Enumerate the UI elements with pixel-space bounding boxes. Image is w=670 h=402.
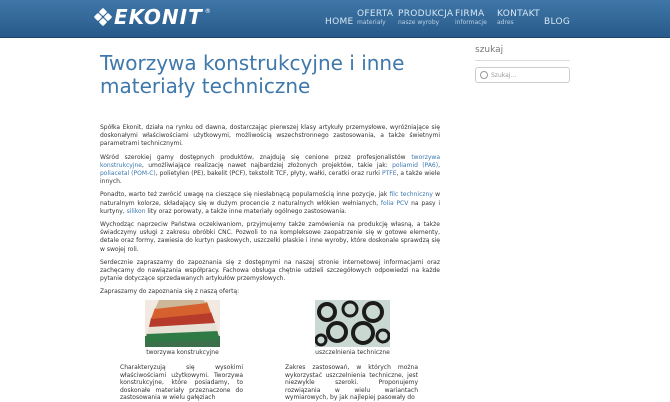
nav-firma-label: FIRMA xyxy=(455,9,485,19)
nav-blog[interactable] xyxy=(544,9,570,31)
text-segment: Wśród szerokiej gamy dostępnych produktów, znajdują się cenione przez profesjonalistów xyxy=(100,153,412,161)
seals-image[interactable] xyxy=(315,300,390,347)
brand-name: EKONIT xyxy=(114,5,203,29)
nav-home[interactable] xyxy=(325,9,354,31)
top-navigation-bar xyxy=(0,0,670,38)
nav-oferta[interactable] xyxy=(357,9,393,31)
page-title: Tworzywa konstrukcyjne i inne materiały techniczne xyxy=(100,51,405,98)
text-segment: lity oraz porowaty, a także inne materiały ogólnego zastosowania. xyxy=(145,207,347,215)
text-segment: Ponadto, warto też zwrócić uwagę na cieszące się niesłabnącą popularnością inne pozycje, jak xyxy=(100,191,390,199)
nav-produkcja-label: PRODUKCJA xyxy=(398,9,454,19)
text-segment: , umożliwiające realizację nawet najbardziej złożonych projektów, takie jak: xyxy=(141,161,393,169)
main-content xyxy=(100,52,440,302)
logo-diamond-icon xyxy=(95,9,111,25)
link-ptfe[interactable]: PTFE xyxy=(381,170,397,178)
search-icon xyxy=(480,71,488,79)
search-placeholder: Szukaj... xyxy=(491,71,517,79)
offer-description: Charakteryzują się wysokimi właściwościami użytkowymi. Tworzywa konstrukcyjne, które posiadamy, to doskonałe materiały przeznaczone do zastosowania w wielu gałęziach xyxy=(120,364,243,402)
nav-produkcja-sub: nasze wyroby xyxy=(398,19,440,26)
link-tworzywa-konstrukcyjne[interactable]: tworzywa konstrukcyjne xyxy=(100,153,440,169)
text-segment: , a także wiele innych. xyxy=(100,170,441,186)
link-filc-techniczny[interactable]: filc techniczny xyxy=(389,191,433,199)
offer-card-uszczelnienia xyxy=(285,300,420,402)
nav-oferta-sub: materiały xyxy=(357,19,386,26)
text-segment: w naturalnym kolorze, składający się w dużym procencie z naturalnych włókien wełnianych, xyxy=(100,191,440,207)
brand-logo[interactable] xyxy=(95,6,211,28)
offer-caption[interactable]: uszczelnienia techniczne xyxy=(315,349,390,356)
sidebar xyxy=(475,45,570,83)
text-segment: , xyxy=(438,161,441,169)
nav-produkcja[interactable] xyxy=(398,9,453,31)
registered-mark: ® xyxy=(204,8,211,15)
nav-blog-label: BLOG xyxy=(544,17,571,27)
nav-kontakt-label: KONTAKT xyxy=(497,9,540,19)
offer-intro: Zapraszamy do zapoznania się z naszą ofertą: xyxy=(100,288,240,296)
offer-card-tworzywa xyxy=(120,300,245,402)
link-silikon[interactable]: silikon xyxy=(126,207,146,215)
link-poliacetal[interactable]: poliacetal (POM-C) xyxy=(100,170,156,178)
text-segment: , polietylen (PE), bakelit (PCF), tekstolit TCF, płyty, wałki, ceratki oraz rurki xyxy=(155,170,382,178)
nav-kontakt-sub: adres xyxy=(497,19,514,26)
link-poliamid[interactable]: poliamid (PA6) xyxy=(392,161,439,169)
nav-firma[interactable] xyxy=(455,9,487,31)
nav-home-label: HOME xyxy=(325,17,354,27)
products-paragraph xyxy=(100,154,440,187)
intro-paragraph: Spółka Ekonit, działa na rynku od dawna, dostarczając pierwszej klasy artykuły przemysłowe, wyróżniające się doskonałymi właściwościami użytkowymi, możliwością wszechstronnego zastosowania, a także świetnymi parametrami technicznymi. xyxy=(100,124,440,148)
sidebar-search-title: szukaj xyxy=(475,45,504,55)
link-folia-pcv[interactable]: folia PCV xyxy=(380,199,409,207)
search-input[interactable] xyxy=(475,67,570,83)
nav-oferta-label: OFERTA xyxy=(357,9,394,19)
text-segment: na pasy i kurtyny, xyxy=(100,199,440,215)
services-paragraph: Wychodząc naprzeciw Państwa oczekiwaniom, przyjmujemy także zamówienia na produkcję własną, a także świadczymy usługi z zakresu obróbki CNC. Pozwoli to na kompleksowe zaopatrzenie się w gotowe elementy, detale oraz formy, zawiesia do kurtyn paskowych, uszczelki płaskie i inne wyroby, które doskonale sprawdzą się w swojej roli. xyxy=(100,221,440,253)
sidebar-divider xyxy=(475,60,570,61)
nav-kontakt[interactable] xyxy=(497,9,540,31)
invitation-paragraph: Serdecznie zapraszamy do zapoznania się z dostępnymi na naszej stronie internetowej informacjami oraz zachęcamy do nawiązania współpracy. Fachowa obsługa chętnie udzieli szczegółowych odpowiedzi na każde pytanie dotyczące sprzedawanych artykułów przemysłowych. xyxy=(100,258,440,283)
nav-firma-sub: informacje xyxy=(455,19,487,26)
other-products-paragraph xyxy=(100,191,440,216)
offer-caption[interactable]: tworzywa konstrukcyjne xyxy=(146,349,219,356)
offer-description: Zakres zastosowań, w których można wykorzystać uszczelnienia techniczne, jest niezwykle szeroki. Proponujemy rozwiązania w wielu wariantach wymiarowych, by jak najlepiej pasowały do xyxy=(285,364,418,402)
plastics-sheets-image[interactable] xyxy=(145,300,220,347)
